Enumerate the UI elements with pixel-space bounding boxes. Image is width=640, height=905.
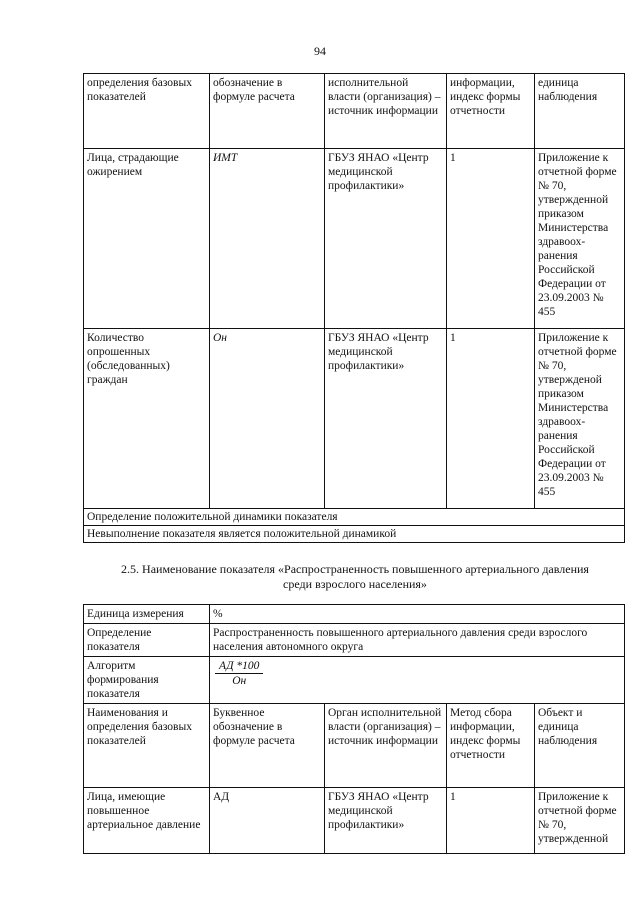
table-header-row (84, 704, 625, 788)
row-name: Количество опрошенных (обследованных) граждан (84, 329, 210, 509)
table-row (84, 788, 625, 854)
table-row (84, 149, 625, 329)
row-source: ГБУЗ ЯНАО «Центр медицинской профилактики» (325, 329, 447, 509)
header-cell: определения базовых показателей (84, 74, 210, 149)
header-cell: Объект и единица наблюдения (535, 704, 625, 788)
row-unit: Приложение к отчетной форме № 70, утвержденной (535, 788, 625, 854)
row-name: Лица, страдающие ожирением (84, 149, 210, 329)
definition-value: Распространенность повышенного артериального давления среди взрослого населения автономного округа (210, 624, 625, 657)
formula (210, 657, 625, 704)
algorithm-label: Алгоритм формирования показателя (84, 657, 210, 704)
section-heading: 2.5. Наименование показателя «Распространенность повышенного артериального давления среди взрослого населения» (121, 562, 589, 591)
unit-value: % (210, 605, 625, 624)
definition-label: Определение показателя (84, 624, 210, 657)
header-cell: Орган исполнительной власти (организация) – источник информации (325, 704, 447, 788)
row-method: 1 (447, 149, 535, 329)
dynamics-label: Определение положительной динамики показателя (84, 509, 625, 526)
header-cell: обозначение в формуле расчета (210, 74, 325, 149)
header-cell: единица наблюдения (535, 74, 625, 149)
row-symbol: АД (210, 788, 325, 854)
definition-row (84, 624, 625, 657)
dynamics-value: Невыполнение показателя является положительной динамикой (84, 526, 625, 543)
unit-row (84, 605, 625, 624)
formula-numerator: АД *100 (215, 659, 263, 674)
row-unit: Приложение к отчетной форме № 70, утвержденной приказом Министерства здравоох-ранения Российской Федерации от 23.09.2003 № 455 (535, 149, 625, 329)
unit-label: Единица измерения (84, 605, 210, 624)
row-source: ГБУЗ ЯНАО «Центр медицинской профилактики» (325, 788, 447, 854)
formula-fraction (215, 659, 263, 688)
row-unit: Приложение к отчетной форме № 70, утвержденой приказом Министерства здравоох-ранения Российской Федерации от 23.09.2003 № 455 (535, 329, 625, 509)
table-header-row (84, 74, 625, 149)
header-cell: Наименования и определения базовых показателей (84, 704, 210, 788)
indicator-table (83, 604, 625, 854)
page-number: 94 (314, 44, 326, 58)
dynamics-value-row (84, 526, 625, 543)
formula-denominator: Он (232, 675, 247, 687)
row-method: 1 (447, 329, 535, 509)
header-cell: Буквенное обозначение в формуле расчета (210, 704, 325, 788)
header-cell: Метод сбора информации, индекс формы отчетности (447, 704, 535, 788)
row-method: 1 (447, 788, 535, 854)
row-symbol: Он (210, 329, 325, 509)
table-row (84, 329, 625, 509)
header-cell: информации, индекс формы отчетности (447, 74, 535, 149)
header-cell: исполнительной власти (организация) – источник информации (325, 74, 447, 149)
row-symbol: ИМТ (210, 149, 325, 329)
dynamics-row (84, 509, 625, 526)
indicator-table-continued (83, 73, 625, 543)
algorithm-row (84, 657, 625, 704)
row-name: Лица, имеющие повышенное артериальное давление (84, 788, 210, 854)
row-source: ГБУЗ ЯНАО «Центр медицинской профилактики» (325, 149, 447, 329)
